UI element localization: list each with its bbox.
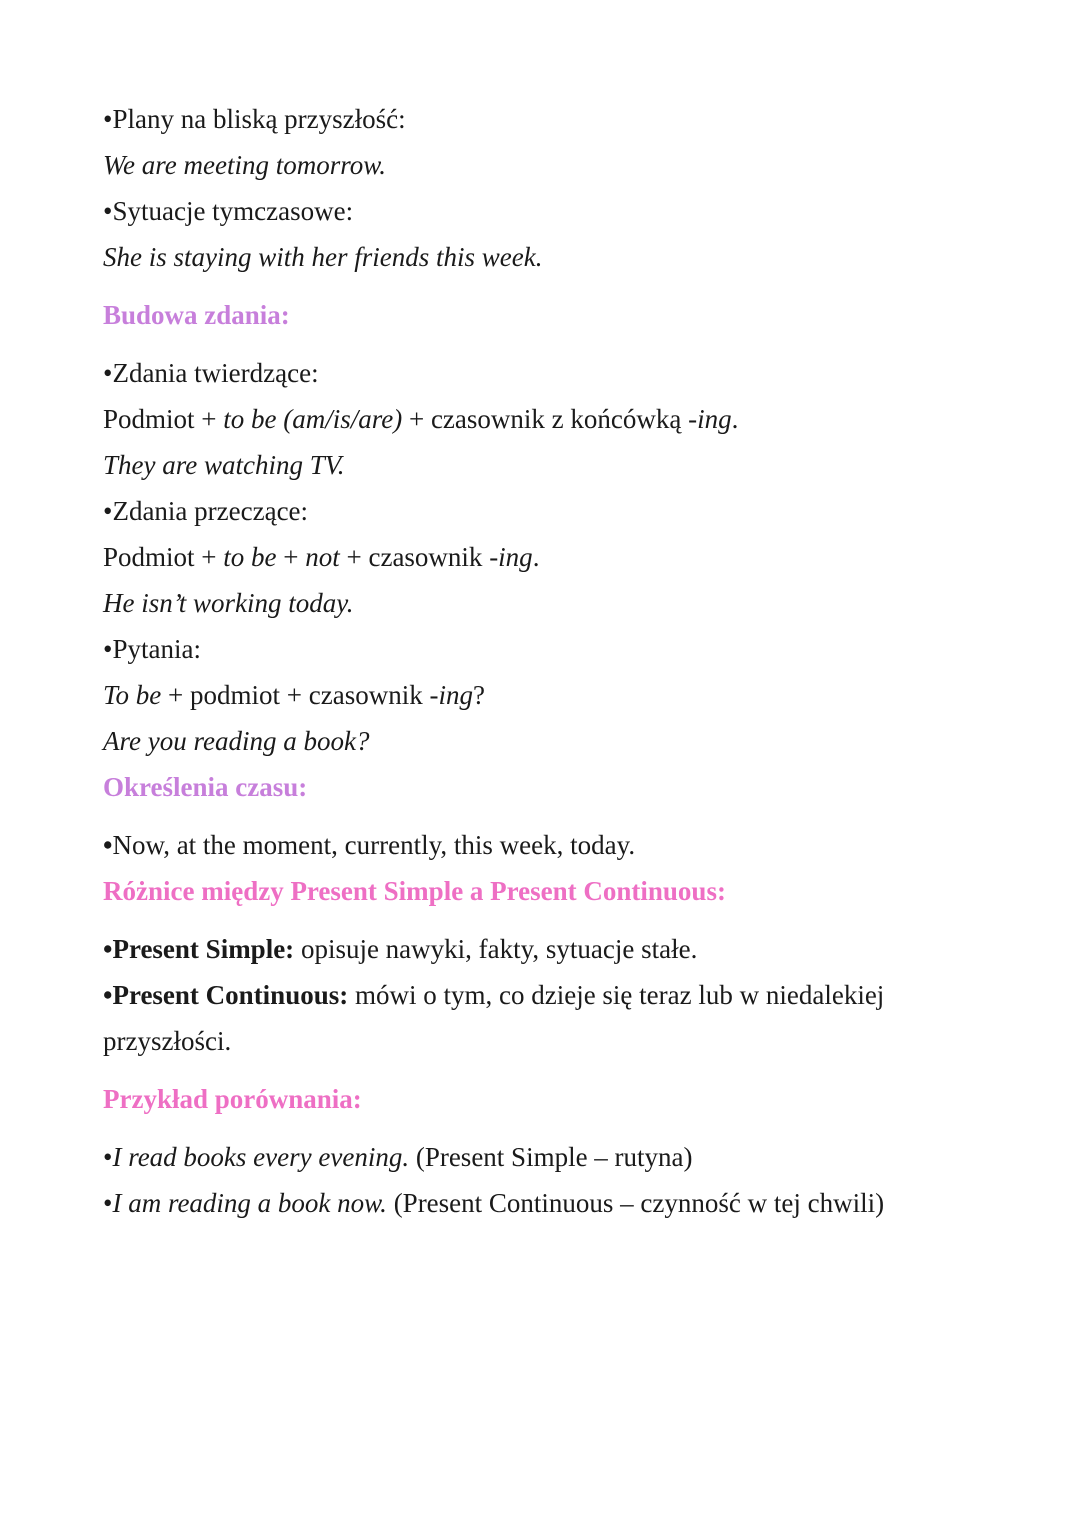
time-expressions-list [103, 822, 983, 868]
question-formula [103, 672, 983, 718]
comparison-note: (Present Continuous – czynność w tej chwili) [386, 1188, 885, 1218]
present-simple-item [103, 926, 983, 972]
formula-part: To be [103, 680, 162, 710]
question-label: •Pytania: [103, 634, 201, 664]
present-continuous-text: mówi o tym, co dzieje się teraz lub w niedalekiej [348, 980, 885, 1010]
affirmative-example: They are watching TV. [103, 450, 345, 480]
plans-example: We are meeting tomorrow. [103, 150, 386, 180]
formula-part: to be (am/is/are) [223, 404, 403, 434]
formula-part: . [731, 404, 739, 434]
comparison-example-2 [103, 1180, 983, 1226]
bullet: • [103, 1142, 113, 1172]
time-expressions-text: Now, at the moment, currently, this week, today. [112, 830, 636, 860]
temporary-example: She is staying with her friends this week. [103, 242, 543, 272]
negative-formula [103, 534, 983, 580]
formula-part: + czasownik z końcówką [402, 404, 689, 434]
formula-part: -ing [429, 680, 473, 710]
present-continuous-text-continued: przyszłości. [103, 1026, 232, 1056]
formula-part: . [532, 542, 540, 572]
negative-example: He isn’t working today. [103, 588, 354, 618]
temporary-label: •Sytuacje tymczasowe: [103, 196, 354, 226]
formula-part: Podmiot + [103, 542, 224, 572]
time-expressions-heading: Określenia czasu: [103, 772, 308, 802]
formula-part: -ing [688, 404, 732, 434]
comparison-heading: Przykład porównania: [103, 1084, 362, 1114]
present-continuous-label: •Present Continuous: [103, 980, 349, 1010]
document-page [103, 96, 983, 1226]
formula-part: Podmiot + [103, 404, 224, 434]
bullet: • [103, 830, 113, 860]
comparison-sentence: I read books every evening. [112, 1142, 410, 1172]
formula-part: + podmiot + czasownik [161, 680, 430, 710]
comparison-example-1 [103, 1134, 983, 1180]
question-example: Are you reading a book? [103, 726, 370, 756]
present-continuous-item [103, 972, 983, 1018]
formula-part: + czasownik [339, 542, 490, 572]
comparison-note: (Present Simple – rutyna) [409, 1142, 693, 1172]
affirmative-label: •Zdania twierdzące: [103, 358, 319, 388]
structure-heading: Budowa zdania: [103, 300, 290, 330]
formula-part: -ing [489, 542, 533, 572]
formula-part: ? [472, 680, 485, 710]
formula-part: not [305, 542, 340, 572]
present-simple-text: opisuje nawyki, fakty, sytuacje stałe. [294, 934, 698, 964]
bullet: • [103, 1188, 113, 1218]
plans-label: •Plany na bliską przyszłość: [103, 104, 406, 134]
formula-part: + [276, 542, 306, 572]
present-simple-label: •Present Simple: [103, 934, 295, 964]
affirmative-formula [103, 396, 983, 442]
formula-part: to be [223, 542, 277, 572]
comparison-sentence: I am reading a book now. [112, 1188, 387, 1218]
differences-heading: Różnice między Present Simple a Present Continuous: [103, 876, 726, 906]
negative-label: •Zdania przeczące: [103, 496, 309, 526]
